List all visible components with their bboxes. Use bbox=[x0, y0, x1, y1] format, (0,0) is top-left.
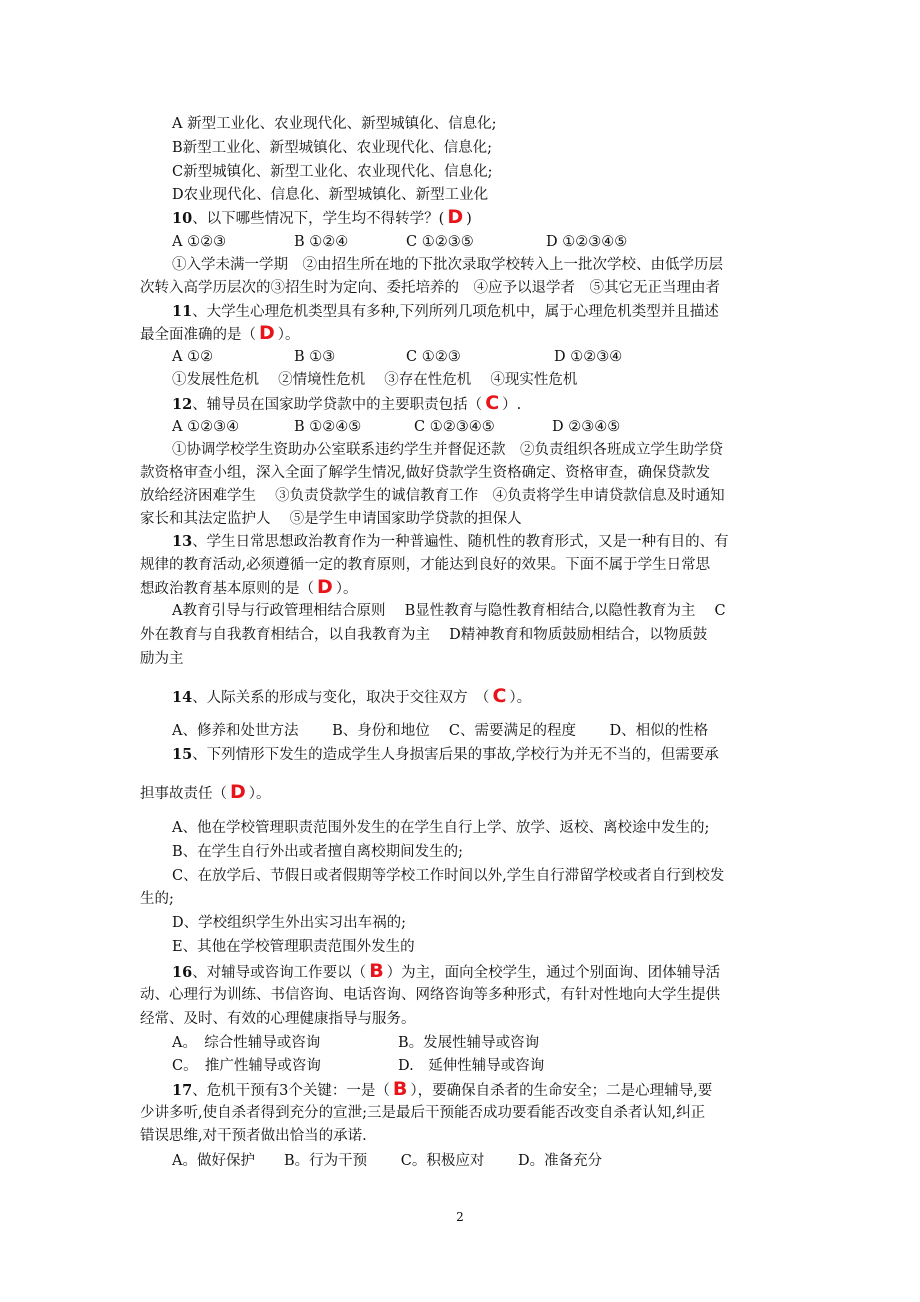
option: D ②③④⑤ bbox=[552, 419, 621, 435]
q10-items-line: ①入学未满一学期 ②由招生所在地的下批次录取学校转入上一批次学校、由低学历层 bbox=[172, 257, 723, 273]
question-text: 、大学生心理危机类型具有多种,下列所列几项危机中，属于心理危机类型并且描述 bbox=[192, 304, 719, 320]
answer-mark: C bbox=[492, 685, 507, 707]
question-text: 、下列情形下发生的造成学生人身损害后果的事故,学校行为并无不当的，但需要承 bbox=[192, 747, 719, 763]
q17-options-line: A。做好保护 B。行为干预 C。积极应对 D。准备充分 bbox=[172, 1153, 603, 1169]
q13-options-line: 励为主 bbox=[140, 651, 184, 667]
question-11 bbox=[172, 302, 719, 322]
question-text: 、危机干预有3个关键：一是（ bbox=[192, 1083, 390, 1099]
answer-mark: D bbox=[317, 576, 333, 598]
question-number: 10 bbox=[172, 210, 193, 227]
question-text: 担事故责任（ bbox=[140, 786, 227, 802]
question-number: 12 bbox=[172, 396, 193, 413]
question-11-line2 bbox=[140, 323, 300, 345]
question-number: 11 bbox=[172, 303, 193, 320]
question-text: 、对辅导或咨询工作要以（ bbox=[192, 965, 367, 981]
option: C ①②③⑤ bbox=[406, 234, 474, 250]
q12-items-line: 家长和其法定监护人 ⑤是学生申请国家助学贷款的担保人 bbox=[140, 511, 522, 527]
q13-options-line: A教育引导与行政管理相结合原则 B显性教育与隐性教育相结合,以隐性教育为主 C bbox=[172, 603, 726, 619]
question-text: ）。 bbox=[335, 581, 358, 597]
question-15 bbox=[172, 745, 719, 765]
q12-options bbox=[172, 417, 620, 437]
q15-option-a: A、他在学校管理职责范围外发生的在学生自行上学、放学、返校、离校途中发生的; bbox=[172, 820, 710, 836]
q15-option-b: B、在学生自行外出或者擅自离校期间发生的; bbox=[172, 844, 464, 860]
question-17-line2: 少讲多听,使自杀者得到充分的宣泄;三是最后干预能否成功要看能否改变自杀者认知,纠正 bbox=[140, 1105, 706, 1121]
question-text: ）。 bbox=[277, 327, 300, 343]
question-text: ）为主，面向全校学生，通过个别面询、团体辅导活 bbox=[386, 965, 721, 981]
question-16-line3: 经常、及时、有效的心理健康指导与服务。 bbox=[140, 1011, 416, 1027]
q9-option-d: D农业现代化、信息化、新型城镇化、新型工业化 bbox=[172, 187, 489, 203]
question-text: 、以下哪些情况下，学生均不得转学？( bbox=[192, 211, 445, 227]
option: B。发展性辅导或咨询 bbox=[398, 1035, 540, 1051]
option: A ①②③④ bbox=[172, 419, 240, 435]
question-16-line2: 动、心理行为训练、书信咨询、电话咨询、网络咨询等多种形式，有针对性地向大学生提供 bbox=[140, 987, 720, 1003]
q16-options-row2 bbox=[172, 1056, 544, 1076]
question-text: 、辅导员在国家助学贷款中的主要职责包括（ bbox=[192, 397, 483, 413]
question-17-line3: 错误思维,对干预者做出恰当的承诺. bbox=[140, 1128, 367, 1144]
option: B ①②④⑤ bbox=[294, 419, 362, 435]
option: A ①②③ bbox=[172, 234, 227, 250]
answer-mark: B bbox=[392, 1078, 408, 1100]
question-text: ）. bbox=[502, 397, 522, 413]
answer-mark: B bbox=[369, 960, 384, 982]
q15-option-d: D、学校组织学生外出实习出车祸的; bbox=[172, 915, 407, 931]
option: A ①② bbox=[172, 349, 214, 365]
answer-mark: D bbox=[447, 206, 464, 228]
page-number: 2 bbox=[456, 1210, 464, 1224]
q13-options-line: 外在教育与自我教育相结合，以自我教育为主 D精神教育和物质鼓励相结合，以物质鼓 bbox=[140, 627, 708, 643]
q10-items-line: 次转入高学历层次的③招生时为定向、委托培养的 ④应予以退学者 ⑤其它无正当理由者 bbox=[140, 280, 720, 296]
question-text: ）。 bbox=[509, 690, 532, 706]
question-text: ）。 bbox=[248, 786, 271, 802]
question-number: 13 bbox=[172, 533, 193, 550]
q12-items-line: 放给经济困难学生 ③负责贷款学生的诚信教育工作 ④负责将学生申请贷款信息及时通知 bbox=[140, 488, 725, 504]
answer-mark: C bbox=[485, 392, 500, 414]
q15-option-c-cont: 生的; bbox=[140, 891, 174, 907]
answer-mark: D bbox=[259, 322, 275, 344]
option: C ①②③ bbox=[406, 349, 461, 365]
question-17 bbox=[172, 1079, 712, 1101]
option: D. 延伸性辅导或咨询 bbox=[398, 1058, 545, 1074]
q9-option-c: C新型城镇化、新型工业化、农业现代化、信息化; bbox=[172, 164, 493, 180]
q16-options-row1 bbox=[172, 1033, 539, 1053]
q12-items-line: 款资格审查小组，深入全面了解学生情况,做好贷款学生资格确定、资格审查，确保贷款发 bbox=[140, 465, 711, 481]
q15-option-e: E、其他在学校管理职责范围外发生的 bbox=[172, 939, 415, 955]
question-text: 、人际关系的形成与变化，取决于交往双方 （ bbox=[192, 690, 490, 706]
question-number: 17 bbox=[172, 1082, 193, 1099]
q12-items-line: ①协调学校学生资助办公室联系违约学生并督促还款 ②负责组织各班成立学生助学贷 bbox=[172, 442, 723, 458]
q9-option-b: B新型工业化、新型城镇化、农业现代化、信息化; bbox=[172, 140, 493, 156]
question-text: 、学生日常思想政治教育作为一种普遍性、随机性的教育形式，又是一种有目的、有 bbox=[192, 534, 729, 550]
question-16 bbox=[172, 961, 720, 983]
option: A。 综合性辅导或咨询 bbox=[172, 1035, 321, 1051]
question-text: 最全面准确的是（ bbox=[140, 327, 256, 343]
option: C ①②③④⑤ bbox=[414, 419, 495, 435]
question-number: 16 bbox=[172, 964, 193, 981]
answer-mark: D bbox=[230, 781, 246, 803]
question-13-line3 bbox=[140, 577, 358, 599]
question-number: 14 bbox=[172, 689, 193, 706]
question-13 bbox=[172, 532, 729, 552]
question-text: ) bbox=[466, 211, 472, 227]
question-text: 想政治教育基本原则的是（ bbox=[140, 581, 314, 597]
question-number: 15 bbox=[172, 746, 193, 763]
q10-options bbox=[172, 232, 627, 252]
option: D ①②③④⑤ bbox=[546, 234, 628, 250]
option: B ①②④ bbox=[294, 234, 349, 250]
q14-options-line: A、修养和处世方法 B、身份和地位 C、需要满足的程度 D、相似的性格 bbox=[172, 723, 709, 739]
option: B ①③ bbox=[294, 349, 336, 365]
question-15-line2 bbox=[140, 782, 271, 804]
question-text: ），要确保自杀者的生命安全；二是心理辅导,要 bbox=[410, 1083, 713, 1099]
q9-option-a: A 新型工业化、农业现代化、新型城镇化、信息化; bbox=[172, 116, 497, 132]
q15-option-c: C、在放学后、节假日或者假期等学校工作时间以外,学生自行滞留学校或者自行到校发 bbox=[172, 868, 725, 884]
q11-items-line: ①发展性危机 ②情境性危机 ③存在性危机 ④现实性危机 bbox=[172, 372, 578, 388]
option: C。 推广性辅导或咨询 bbox=[172, 1058, 321, 1074]
question-14 bbox=[172, 686, 531, 708]
question-12 bbox=[172, 393, 521, 415]
q11-options bbox=[172, 347, 622, 367]
question-10 bbox=[172, 207, 472, 229]
option: D ①②③④ bbox=[554, 349, 623, 365]
question-13-line2: 规律的教育活动,必须遵循一定的教育原则，才能达到良好的效果。下面不属于学生日常思 bbox=[140, 557, 711, 573]
